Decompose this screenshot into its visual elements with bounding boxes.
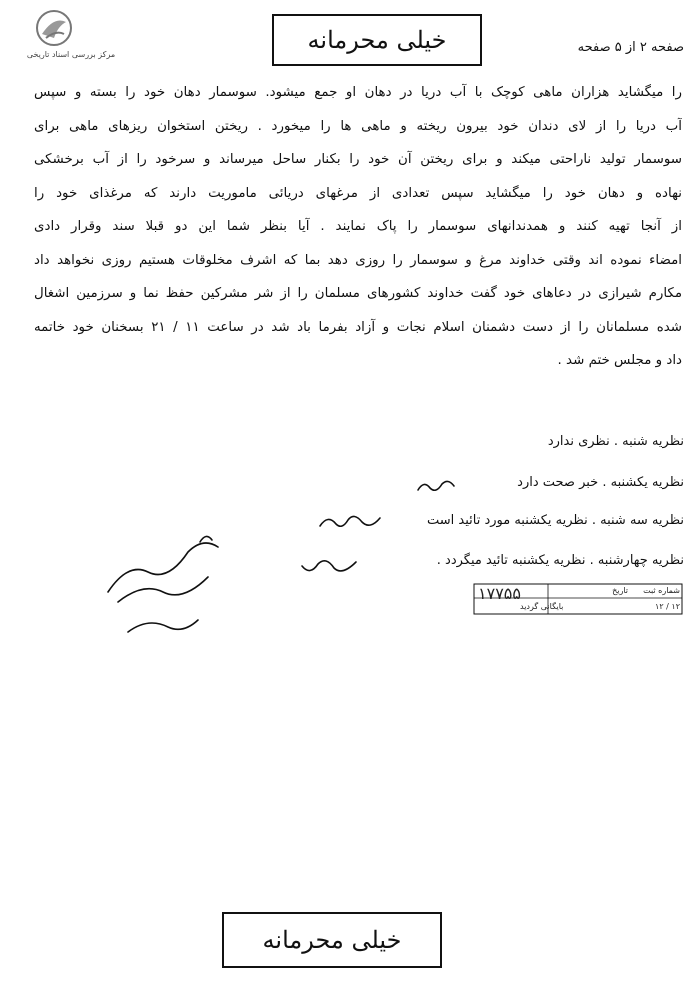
body-line: آب دریا را از لای دندان خود بیرون ریخته و ماهی ها را میخورد . ریختن استخوان ریزهای ماهی برای: [34, 118, 682, 134]
registration-file-number: ۱۷۷۵۵: [478, 584, 521, 603]
signature-mark: [318, 508, 382, 536]
registration-stamp: [468, 578, 688, 618]
opinion-tuesday: نظریه سه شنبه . نظریه یکشنبه مورد تائید است: [426, 513, 684, 528]
body-line: مکارم شیرازی در دعاهای خود گفت خداوند کشورهای مسلمان را از شر مشرکین حفظ نما و سرزمین اشغال: [34, 286, 682, 301]
logo-caption: مرکز بررسی اسناد تاریخی: [26, 50, 116, 59]
body-line: امضاء نموده اند وقتی خداوند مرغ و سوسمار را روزی دهد بما که اشرف مخلوقات هستیم روزی نخواهد داد: [34, 252, 682, 268]
registration-code: ۱۲ / ۱۲: [655, 602, 680, 611]
document-body: [34, 76, 682, 378]
signature-mark: [416, 476, 456, 498]
body-line: شده مسلمانان را از دست دشمنان اسلام نجات و آزاد بفرما باد شد در ساعت ۱۱ / ۲۱ بسخنان خود خاتمه: [34, 319, 682, 335]
page-number: صفحه ۲ از ۵ صفحه: [577, 40, 684, 55]
body-line: داد و مجلس ختم شد .: [557, 353, 682, 368]
classification-stamp-bottom: خیلی محرمانه: [222, 912, 442, 968]
handwritten-note-drawing: [88, 522, 238, 652]
registration-note: بایگانی گردید: [520, 602, 564, 611]
handwritten-note: [88, 522, 238, 652]
body-line: نهاده و دهان خود را میگشاید سپس تعدادی از مرغهای دریائی ماموریت دارند که مرغذای خود را: [34, 185, 682, 201]
archive-logo: [6, 8, 136, 64]
opinion-sunday: نظریه یکشنبه . خبر صحت دارد: [517, 475, 684, 490]
registration-number-label: شماره ثبت: [643, 586, 680, 595]
body-line: را میگشاید هزاران ماهی کوچک با آب دریا در دهان او جمع میشود. سوسمار دهان خود را بسته و سپس: [34, 85, 682, 100]
registration-date-label: تاریخ: [612, 586, 628, 595]
signature-mark: [300, 554, 358, 580]
body-line: سوسمار تولید ناراحتی میکند و برای ریختن آن خود را بکنار ساحل میرساند و سرخود را از آب برخشکی: [34, 152, 682, 167]
opinion-wednesday: نظریه چهارشنبه . نظریه یکشنبه تائید میگردد .: [436, 553, 684, 568]
classification-stamp-top: خیلی محرمانه: [272, 14, 482, 66]
opinion-saturday: نظریه شنبه . نظری ندارد: [547, 434, 684, 449]
archive-logo-icon: [34, 8, 74, 48]
body-line: از آنجا تهیه کنند و همدندانهای سوسمار را پاک نمایند . آیا بنظر شما این دو قبلا سند وقرار دادی: [34, 219, 682, 234]
